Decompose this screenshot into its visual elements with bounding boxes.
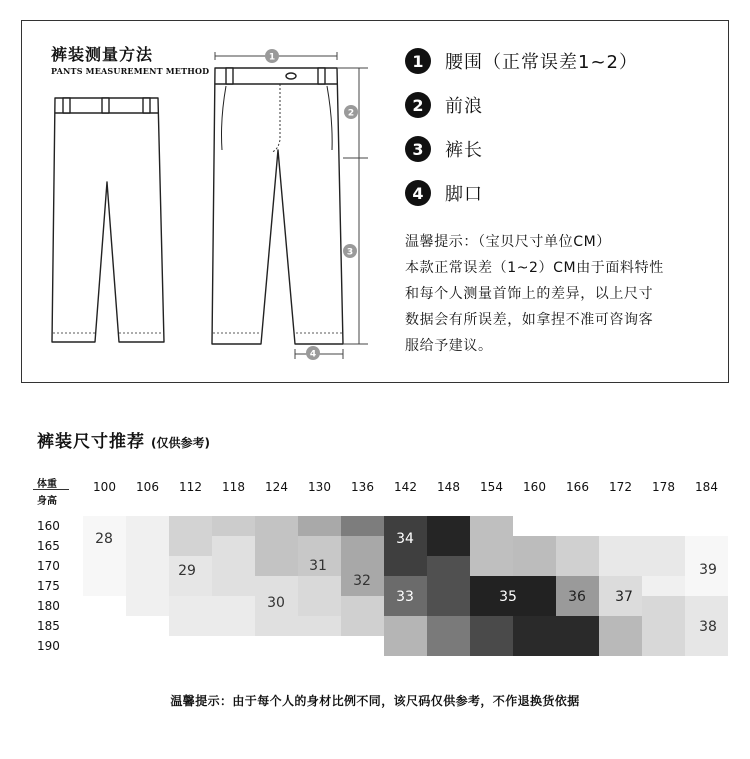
tip-line: 本款正常误差（1~2）CM由于面料特性 [405, 260, 664, 276]
diagram-marker-3: 3 [346, 247, 354, 258]
diagram-marker-1: 1 [268, 52, 276, 63]
size-value: 30 [267, 595, 285, 611]
tip-line: 和每个人测量首饰上的差异，以上尺寸 [405, 286, 654, 302]
number-badge: 1 [405, 48, 431, 74]
size-value: 28 [95, 531, 113, 547]
footer-note: 温馨提示：由于每个人的身材比例不同，该尺码仅供参考，不作退换货依据 [170, 694, 580, 708]
size-value: 29 [178, 563, 196, 579]
legend-item-hem [405, 180, 483, 206]
size-value: 35 [499, 589, 517, 605]
height-label: 165 [37, 539, 60, 553]
number-badge: 2 [405, 92, 431, 118]
diagram-marker-2: 2 [347, 108, 355, 119]
tip-line: 温馨提示：（宝贝尺寸单位CM） [405, 234, 611, 250]
tip-line: 服给予建议。 [405, 338, 493, 354]
weight-label: 136 [351, 480, 374, 494]
measurement-title: 裤装测量方法 [51, 45, 154, 64]
weight-label: 118 [222, 480, 245, 494]
size-value: 38 [699, 619, 717, 635]
height-label: 190 [37, 639, 60, 653]
number-badge: 3 [405, 136, 431, 162]
legend-label: 脚口 [445, 184, 483, 205]
diagram-marker-4: 4 [309, 349, 317, 360]
size-value: 37 [615, 589, 633, 605]
height-header: 身高 [37, 496, 57, 507]
pants-front-illustration [212, 68, 343, 344]
height-label: 170 [37, 559, 60, 573]
legend-label: 腰围（正常误差1~2） [445, 52, 638, 73]
weight-label: 154 [480, 480, 503, 494]
legend-label: 裤长 [445, 140, 483, 161]
weight-label: 172 [609, 480, 632, 494]
size-value: 33 [396, 589, 414, 605]
weight-label: 130 [308, 480, 331, 494]
size-value: 34 [396, 531, 414, 547]
legend-item-length [405, 136, 483, 162]
weight-label: 100 [93, 480, 116, 494]
weight-label: 166 [566, 480, 589, 494]
weight-label: 142 [394, 480, 417, 494]
pants-back-illustration [52, 98, 164, 342]
height-label: 160 [37, 519, 60, 533]
measurement-subtitle: PANTS MEASUREMENT METHOD [51, 66, 210, 76]
legend-item-waist [405, 48, 638, 74]
weight-label: 184 [695, 480, 718, 494]
weight-label: 112 [179, 480, 202, 494]
pants-diagram [40, 40, 380, 370]
legend-item-front-rise [405, 92, 483, 118]
weight-label: 124 [265, 480, 288, 494]
weight-label: 178 [652, 480, 675, 494]
size-value: 36 [568, 589, 586, 605]
size-value: 39 [699, 562, 717, 578]
size-chart-title: 裤装尺寸推荐 (仅供参考) [37, 432, 210, 452]
weight-header: 体重 [37, 479, 57, 490]
tip-line: 数据会有所误差，如拿捏不准可咨询客 [405, 312, 654, 328]
weight-label: 160 [523, 480, 546, 494]
legend-label: 前浪 [445, 96, 483, 117]
header-divider [33, 489, 69, 490]
height-label: 185 [37, 619, 60, 633]
size-value: 32 [353, 573, 371, 589]
weight-label: 148 [437, 480, 460, 494]
size-value: 31 [309, 558, 327, 574]
height-label: 180 [37, 599, 60, 613]
weight-label: 106 [136, 480, 159, 494]
number-badge: 4 [405, 180, 431, 206]
height-label: 175 [37, 579, 60, 593]
